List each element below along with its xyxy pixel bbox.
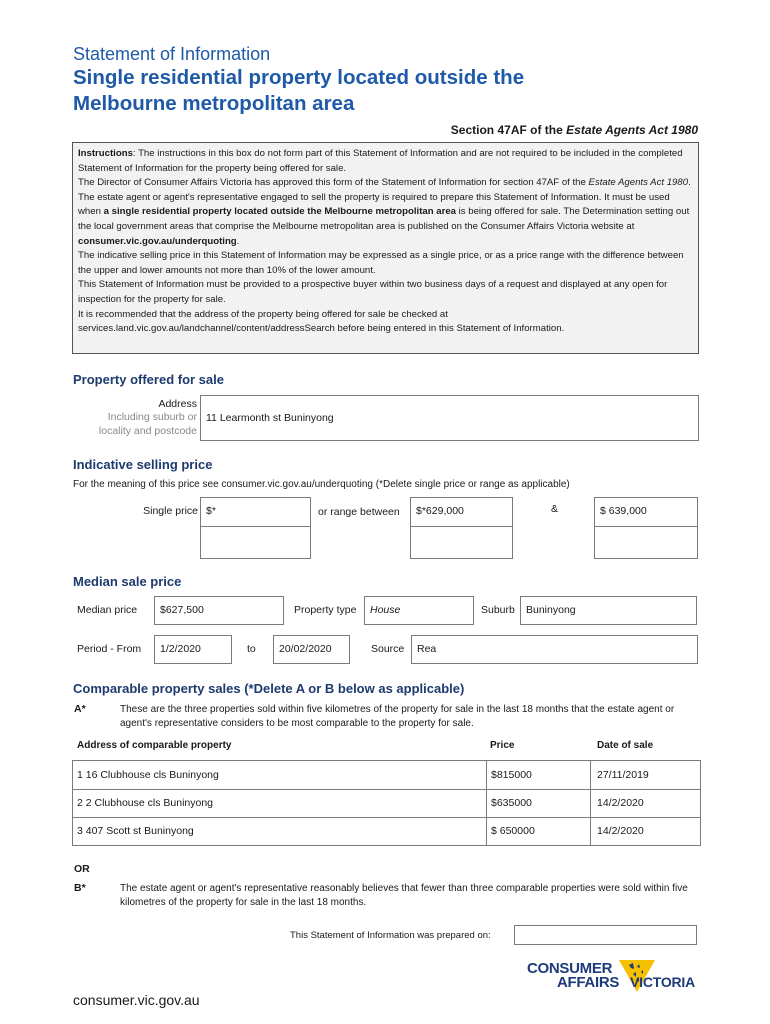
page-heading-line2: Melbourne metropolitan area [73,92,355,115]
instructions-label: Instructions [78,148,133,159]
row-price: $635000 [491,797,532,809]
row-price: $ 650000 [491,825,535,837]
or-label: OR [74,863,90,875]
row-address: 2 2 Clubhouse cls Buninyong [77,797,214,809]
address-value: 11 Learmonth st Buninyong [206,412,334,424]
option-b-text: The estate agent or agent's representative reasonably believes that fewer than three comparable properties were sold within five kilometres of the property for sale in the last 18 months. [120,883,688,908]
section-reference [451,123,698,137]
table-row[interactable] [73,817,700,845]
instructions-p5: This Statement of Information must be provided to a prospective buyer within two business days of a request and displayed at any open for inspection for the property for sale. [78,279,668,305]
comparable-table [72,760,701,846]
instructions-p3-link[interactable]: consumer.vic.gov.au/underquoting [78,235,237,247]
suburb-field[interactable] [520,596,697,625]
address-field[interactable] [200,395,699,441]
source-label: Source [371,643,405,655]
instructions-p3-b: is being offered for sale. The Determination setting out the local government areas that comprise the Melbourne metropolitan area is published on the Consumer Affairs Victoria website at [78,206,690,232]
range-ampersand: & [551,503,559,515]
source-field[interactable] [411,635,698,664]
property-heading: Property offered for sale [73,372,224,387]
instructions-p4: The indicative selling price in this Statement of Information may be expressed as a single price, or as a price range with the difference between the upper and lower amounts not more than 10% of the lower amount. [78,250,684,276]
single-price-field-2[interactable] [200,526,311,559]
range-low-field-2[interactable] [410,526,513,559]
address-label: Address [158,398,197,410]
instructions-p3-bold: a single residential property located outside the Melbourne metropolitan area [103,206,456,218]
range-high-field-2[interactable] [594,526,698,559]
single-price-value: $* [206,505,216,517]
range-high-field[interactable] [594,497,698,529]
period-from-value: 1/2/2020 [160,643,201,655]
property-type-label: Property type [294,604,357,616]
suburb-label: Suburb [481,604,515,616]
address-sublabel-1: Including suburb or [107,411,197,423]
row-date: 14/2/2020 [597,825,644,837]
row-date: 14/2/2020 [597,797,644,809]
instructions-p1: : The instructions in this box do not form part of this Statement of Information and are not required to be included in the completed Statement of Information for the property being offered for sale. [78,148,683,174]
range-high-value: $ 639,000 [600,505,647,517]
property-type-value: House [370,604,401,616]
property-type-field[interactable] [364,596,474,625]
option-a-label: A* [74,703,86,715]
table-row[interactable] [73,789,700,817]
period-from-field[interactable] [154,635,232,664]
prepared-on-label: This Statement of Information was prepared on: [290,930,491,941]
address-sublabel-2: locality and postcode [98,425,197,437]
instructions-p2-act: Estate Agents Act 1980 [588,177,689,189]
logo-text-consumer: CONSUMER [527,960,613,977]
form-title: Statement of Information [73,44,271,64]
single-price-label: Single price [143,505,198,517]
row-address: 3 407 Scott st Buninyong [77,825,194,837]
table-row[interactable] [73,761,700,789]
median-price-label: Median price [77,604,138,616]
indicative-heading: Indicative selling price [73,457,213,472]
prepared-on-field[interactable] [514,925,697,945]
instructions-p6: It is recommended that the address of the property being offered for sale be checked at services.land.vic.gov.au/landchannel/content/addressSearch before being entered in this Statement of Information. [78,308,565,335]
section-prefix: Section 47AF of the [450,123,563,137]
consumer-affairs-logo [527,960,702,1006]
footer-url[interactable]: consumer.vic.gov.au [73,992,200,1008]
col-price-header: Price [490,740,515,751]
comparable-heading: Comparable property sales (*Delete A or B below as applicable) [73,681,465,696]
row-date: 27/11/2019 [597,769,649,781]
median-heading: Median sale price [73,574,182,589]
single-price-field[interactable] [200,497,311,529]
logo-text-affairs: AFFAIRS [557,974,620,991]
period-from-label: Period - From [77,643,142,655]
period-to-label: to [247,643,256,655]
option-a-text: These are the three properties sold within five kilometres of the property for sale in the last 18 months that the estate agent or agent's representative considers to be most comparable to the property for sale. [120,704,675,729]
page-heading-line1: Single residential property located outside the [73,66,525,89]
range-low-field[interactable] [410,497,513,529]
option-b-label: B* [74,882,86,894]
instructions-p3-a: The estate agent or agent's representative engaged to sell the property is required to prepare this Statement of Information. It must be used when [78,191,670,218]
instructions-box [72,142,699,354]
indicative-note: For the meaning of this price see consumer.vic.gov.au/underquoting (*Delete single price or range as applicable) [73,479,570,490]
row-price: $815000 [491,769,532,781]
range-label: or range between [318,506,400,518]
col-address-header: Address of comparable property [77,740,232,751]
col-date-header: Date of sale [597,740,654,751]
instructions-p2-prefix: The Director of Consumer Affairs Victoria has approved this form of the Statement of Information for section 47AF of the [78,177,589,189]
median-price-field[interactable] [154,596,284,625]
row-address: 1 16 Clubhouse cls Buninyong [77,769,219,781]
median-price-value: $627,500 [160,604,204,616]
instructions-p3-c: . [236,235,240,247]
suburb-value: Buninyong [526,604,576,616]
period-to-value: 20/02/2020 [279,643,332,655]
range-low-value: $*629,000 [416,505,464,517]
section-act: Estate Agents Act 1980 [566,123,698,137]
logo-text-victoria: VICTORIA [630,974,696,990]
instructions-p2-suffix: . [688,177,691,189]
source-value: Rea [417,643,437,655]
period-to-field[interactable] [273,635,350,664]
